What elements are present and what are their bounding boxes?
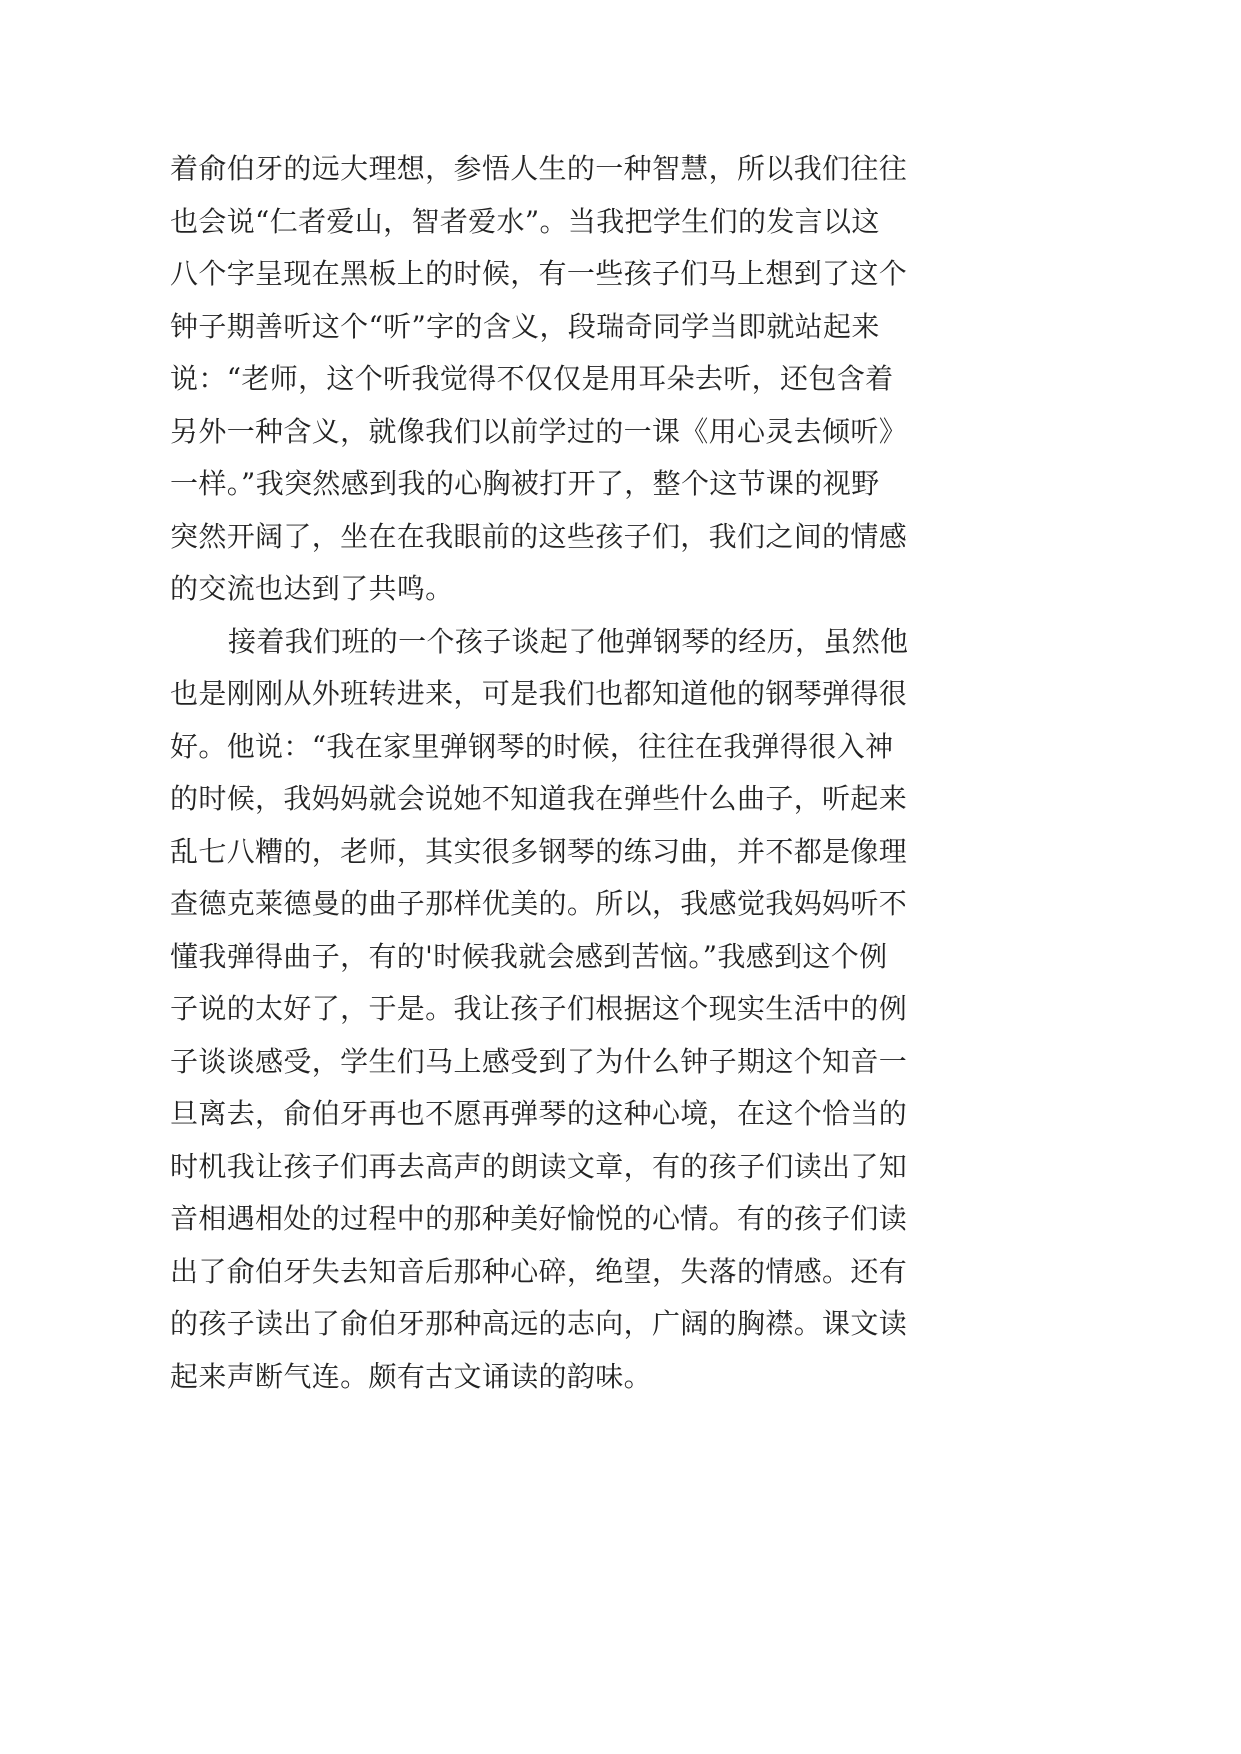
- paragraph-2: [170, 616, 950, 1404]
- text-line: 一样。”我突然感到我的心胸被打开了，整个这节课的视野: [170, 467, 880, 500]
- text-line: 查德克莱德曼的曲子那样优美的。所以，我感觉我妈妈听不: [170, 887, 908, 920]
- text-line: 说：“老师，这个听我觉得不仅仅是用耳朵去听，还包含着: [170, 362, 894, 395]
- text-line: 钟子期善听这个“听”字的含义，段瑞奇同学当即就站起来: [170, 309, 880, 343]
- text-line: 音相遇相处的过程中的那种美好愉悦的心情。有的孩子们读: [170, 1202, 908, 1235]
- text-line: 另外一种含义，就像我们以前学过的一课《用心灵去倾听》: [170, 414, 908, 448]
- document-page: [170, 143, 950, 1403]
- text-line: 懂我弹得曲子，有的'时候我就会感到苦恼。”我感到这个例: [170, 939, 888, 973]
- text-line: 的交流也达到了共鸣。: [170, 572, 454, 605]
- text-line: 也会说“仁者爱山，智者爱水”。当我把学生们的发言以这: [170, 204, 880, 238]
- text-line: 的时候，我妈妈就会说她不知道我在弹些什么曲子，听起来: [170, 782, 908, 815]
- text-line: 八个字呈现在黑板上的时候，有一些孩子们马上想到了这个: [170, 257, 908, 290]
- text-line: 也是刚刚从外班转进来，可是我们也都知道他的钢琴弹得很: [170, 677, 908, 710]
- text-line: 旦离去，俞伯牙再也不愿再弹琴的这种心境，在这个恰当的: [170, 1097, 908, 1130]
- text-line: 出了俞伯牙失去知音后那种心碎，绝望，失落的情感。还有: [170, 1254, 908, 1288]
- text-line: 突然开阔了，坐在在我眼前的这些孩子们，我们之间的情感: [170, 519, 908, 553]
- text-line: 时机我让孩子们再去高声的朗读文章，有的孩子们读出了知: [170, 1149, 908, 1183]
- text-line: 的孩子读出了俞伯牙那种高远的志向，广阔的胸襟。课文读: [170, 1307, 908, 1340]
- paragraph-1: [170, 143, 950, 616]
- text-line-indented: 接着我们班的一个孩子谈起了他弹钢琴的经历，虽然他: [228, 624, 909, 658]
- text-line: 子谈谈感受，学生们马上感受到了为什么钟子期这个知音一: [170, 1044, 908, 1078]
- text-line: 着俞伯牙的远大理想，参悟人生的一种智慧，所以我们往往: [170, 152, 908, 185]
- text-line: 好。他说：“我在家里弹钢琴的时候，往往在我弹得很入神: [170, 729, 894, 763]
- text-line: 子说的太好了，于是。我让孩子们根据这个现实生活中的例: [170, 992, 908, 1025]
- text-line: 乱七八糟的，老师，其实很多钢琴的练习曲，并不都是像理: [170, 834, 908, 868]
- text-line: 起来声断气连。颇有古文诵读的韵味。: [170, 1359, 652, 1393]
